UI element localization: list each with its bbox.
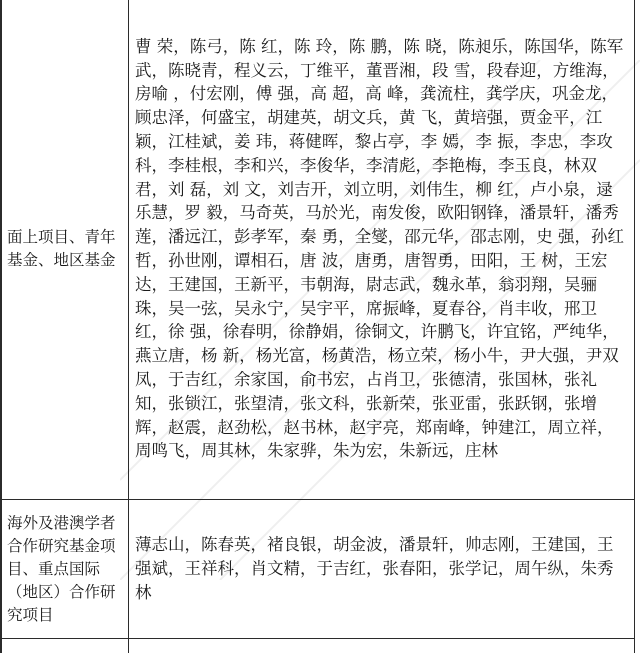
table-row [2, 500, 635, 639]
names-cell [129, 639, 635, 653]
category-cell [2, 639, 129, 653]
category-cell: 海外及港澳学者合作研究基金项目、重点国际（地区）合作研究项目 [2, 500, 129, 639]
table-row [2, 639, 635, 653]
category-cell: 面上项目、青年基金、地区基金 [2, 0, 129, 500]
names-cell: 薄志山，陈春英，褚良银，胡金波，潘景轩，帅志刚，王建国，王强斌，王祥科，肖文精，于吉红，张春阳，张学记，周午纵，朱秀林 [129, 500, 635, 639]
names-cell: 曹 荣，陈弓，陈 红，陈 玲，陈 鹏，陈 晓，陈昶乐，陈国华，陈军武，陈晓青，程义云，丁维平，董晋湘，段 雪，段春迎，方维海，房喻 ，付宏刚，傅 强，高 超，高 峰，龚流柱，龚学庆，巩金龙，顾忠泽，何盛宝，胡建英，胡文兵，黄 飞，黄培强，贾金平，江 颖，江桂斌，姜 玮，蒋健晖，黎占亭，李 嫣，李 振，李忠，李攻科，李桂根，李和兴，李俊华，李清彪，李艳梅，李玉良，林双君，刘 磊，刘 文，刘吉开，刘立明，刘伟生，柳 红，卢小泉，逯乐慧，罗 毅，马奇英，马於光，南发俊，欧阳钢锋，潘景轩，潘秀莲，潘远江，彭孝军，秦 勇，全燮，邵元华，邵志刚，史 强，孙红哲，孙世刚，谭相石，唐 波，唐勇，唐智勇，田阳，王 树，王宏达，王建国，王新平，韦朝海，尉志武，魏永革，翁羽翔，吴骊珠，吴一弦，吴永宁，吴宇平，席振峰，夏春谷，肖丰收，邢卫红，徐 强，徐春明，徐静娟，徐铜文，许鹏飞，许宜铭，严纯华，燕立唐，杨 新，杨光富，杨黄浩，杨立荣，杨小牛，尹大强，尹双凤，于吉红，余家国，俞书宏，占肖卫，张德清，张国林，张礼知，张锁江，张望清，张文科，张新荣，张亚雷，张跃钢，张增辉，赵震，赵劲松，赵书林，赵宇亮，郑南峰，钟建江，周立祥，周鸣飞，周其林，朱家骅，朱为宏，朱新远，庄林 [129, 0, 635, 500]
grant-recipients-table [1, 0, 635, 653]
table-row [2, 0, 635, 500]
